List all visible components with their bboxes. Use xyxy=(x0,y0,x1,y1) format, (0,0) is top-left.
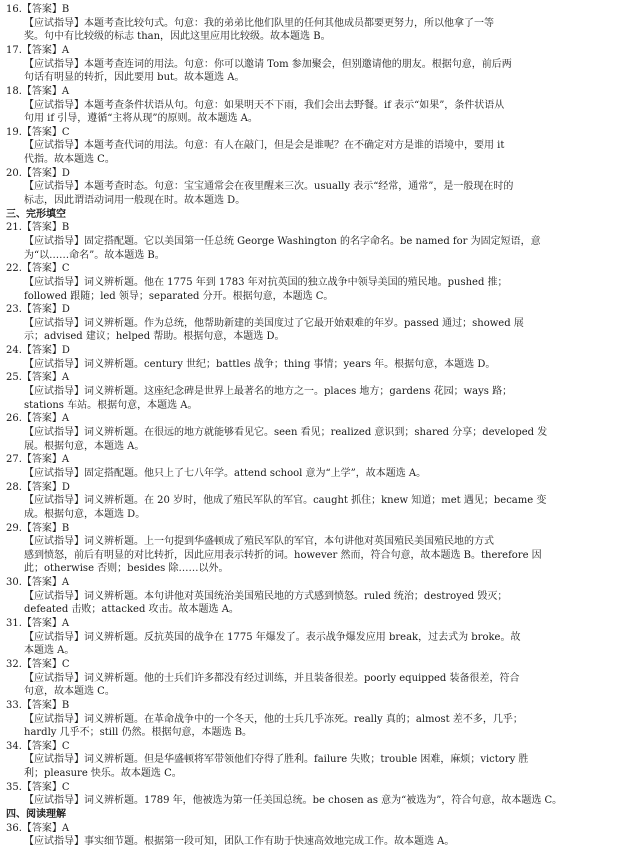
answer-line: 18.【答案】A xyxy=(6,85,70,97)
continuation-line: 示；advised 建议；helped 帮助。根据句意，本题选 D。 xyxy=(24,331,285,343)
guidance-line: 【应试指导】固定搭配题。它以美国第一任总统 George Washington 的名字命名。be named for 为固定短语，意 xyxy=(24,235,541,247)
guidance-line: 【应试指导】事实细节题。根据第一段可知，团队工作有助于快速高效地完成工作。故本题选 A。 xyxy=(24,836,455,848)
continuation-line: 感到愤怒，前后有明显的对比转折，因此应用表示转折的词。however 然而，符合句意，故本题选 B。therefore 因 xyxy=(24,549,542,561)
continuation-line: 句话有明显的转折，因此要用 but。故本题选 A。 xyxy=(24,72,245,84)
guidance-line: 【应试指导】词义辨析题。1789 年，他被选为第一任美国总统。be chosen as 意为“被选为”，符合句意，故本题选 C。 xyxy=(24,795,563,807)
answer-line: 16.【答案】B xyxy=(6,4,70,15)
answer-line: 21.【答案】B xyxy=(6,222,70,234)
guidance-line: 【应试指导】本题考查代词的用法。句意：有人在敲门，但是会是谁呢？在不确定对方是谁的语境中，要用 it xyxy=(24,140,505,152)
continuation-line: 代指。故本题选 C。 xyxy=(24,154,115,166)
continuation-line: 本题选 A。 xyxy=(24,645,75,657)
guidance-line: 【应试指导】词义辨析题。在 20 岁时，他成了殖民军队的军官。caught 抓住；knew 知道；met 遇见；became 变 xyxy=(24,495,547,507)
guidance-line: 【应试指导】词义辨析题。在革命战争中的一个冬天，他的士兵几乎冻死。really 真的；almost 差不多，几乎； xyxy=(24,713,523,725)
guidance-line: 【应试指导】本题考查比较句式。句意：我的弟弟比他们队里的任何其他成员都要更努力，所以他拿了一等 xyxy=(24,17,494,29)
guidance-line: 【应试指导】词义辨析题。他在 1775 年到 1783 年对抗英国的独立战争中领导美国的殖民地。pushed 推； xyxy=(24,276,508,288)
guidance-line: 【应试指导】本题考查条件状语从句。句意：如果明天不下雨，我们会出去野餐。if 表示“如果”，条件状语从 xyxy=(24,99,505,111)
answer-line: 30.【答案】A xyxy=(6,577,70,589)
guidance-line: 【应试指导】词义辨析题。作为总统，他帮助新建的美国度过了它最开始艰难的年岁。passed 通过；showed 展 xyxy=(24,317,524,329)
continuation-line: 成。根据句意，本题选 D。 xyxy=(24,508,146,520)
guidance-line: 【应试指导】词义辨析题。century 世纪；battles 战争；thing 事情；years 年。根据句意，本题选 D。 xyxy=(24,358,496,370)
answer-line: 23.【答案】D xyxy=(6,304,70,316)
answer-line: 31.【答案】A xyxy=(6,618,70,630)
continuation-line: hardly 几乎不；still 仍然。根据句意，本题选 B。 xyxy=(24,727,253,739)
answer-line: 36.【答案】A xyxy=(6,822,70,834)
answer-line: 19.【答案】C xyxy=(6,126,70,138)
continuation-line: followed 跟随；led 领导；separated 分开。根据句意，本题选 C。 xyxy=(24,290,334,302)
continuation-line: 为“以……命名”。故本题选 B。 xyxy=(24,249,165,261)
guidance-line: 【应试指导】词义辨析题。这座纪念碑是世界上最著名的地方之一。places 地方；gardens 花园；ways 路； xyxy=(24,386,513,398)
answer-line: 32.【答案】C xyxy=(6,658,70,670)
guidance-line: 【应试指导】词义辨析题。在很远的地方就能够看见它。seen 看见；realized 意识到；shared 分享；developed 发 xyxy=(24,427,548,438)
continuation-line: 句意，故本题选 C。 xyxy=(24,686,115,698)
guidance-line: 【应试指导】本题考查时态。句意：宝宝通常会在夜里醒来三次。usually 表示“经常，通常”，是一般现在时的 xyxy=(24,181,514,193)
continuation-line: 标志，因此谓语动词用一般现在时。故本题选 D。 xyxy=(24,195,246,207)
continuation-line: 句用 if 引导，遵循“主将从现”的原则。故本题选 A。 xyxy=(24,113,258,125)
section-heading: 三、完形填空 xyxy=(6,208,66,220)
continuation-line: defeated 击败；attacked 攻击。故本题选 A。 xyxy=(24,604,239,616)
answer-line: 22.【答案】C xyxy=(6,263,70,275)
answer-line: 28.【答案】D xyxy=(6,481,70,493)
continuation-line: 奖。句中有比较级的标志 than，因此这里应用比较级。故本题选 B。 xyxy=(24,31,331,43)
guidance-line: 【应试指导】词义辨析题。反抗英国的战争在 1775 年爆发了。表示战争爆发应用 break，过去式为 broke。故 xyxy=(24,631,521,643)
answer-line: 17.【答案】A xyxy=(6,44,70,56)
guidance-line: 【应试指导】词义辨析题。上一句提到华盛顿成了殖民军队的军官，本句讲他对英国殖民美国殖民地的方式 xyxy=(24,536,494,548)
section-heading: 四、阅读理解 xyxy=(6,809,66,821)
guidance-line: 【应试指导】词义辨析题。他的士兵们许多都没有经过训练，并且装备很差。poorly equipped 装备很差，符合 xyxy=(24,672,520,684)
guidance-line: 【应试指导】本题考查连词的用法。句意：你可以邀请 Tom 参加聚会，但别邀请他的朋友。根据句意，前后两 xyxy=(24,58,512,70)
answer-line: 29.【答案】B xyxy=(6,522,70,534)
answer-line: 24.【答案】D xyxy=(6,345,70,357)
guidance-line: 【应试指导】固定搭配题。他只上了七八年学。attend school 意为“上学”，故本题选 A。 xyxy=(24,467,427,479)
answer-line: 33.【答案】B xyxy=(6,699,70,711)
answer-line: 27.【答案】A xyxy=(6,454,70,466)
guidance-line: 【应试指导】词义辨析题。本句讲他对英国统治美国殖民地的方式感到愤怒。ruled 统治；destroyed 毁灭； xyxy=(24,590,508,602)
continuation-line: stations 车站。根据句意，本题选 A。 xyxy=(24,399,198,411)
continuation-line: 此；otherwise 否则；besides 除……以外。 xyxy=(24,563,229,575)
continuation-line: 利；pleasure 快乐。故本题选 C。 xyxy=(24,768,182,780)
answer-line: 34.【答案】C xyxy=(6,740,70,752)
guidance-line: 【应试指导】词义辨析题。但是华盛顿将军带领他们夺得了胜利。failure 失败；trouble 困难，麻烦；victory 胜 xyxy=(24,754,529,766)
answer-line: 26.【答案】A xyxy=(6,413,70,425)
answer-line: 20.【答案】D xyxy=(6,167,70,179)
answer-line: 35.【答案】C xyxy=(6,781,70,793)
continuation-line: 展。根据句意，本题选 A。 xyxy=(24,440,145,452)
answer-line: 25.【答案】A xyxy=(6,372,70,384)
